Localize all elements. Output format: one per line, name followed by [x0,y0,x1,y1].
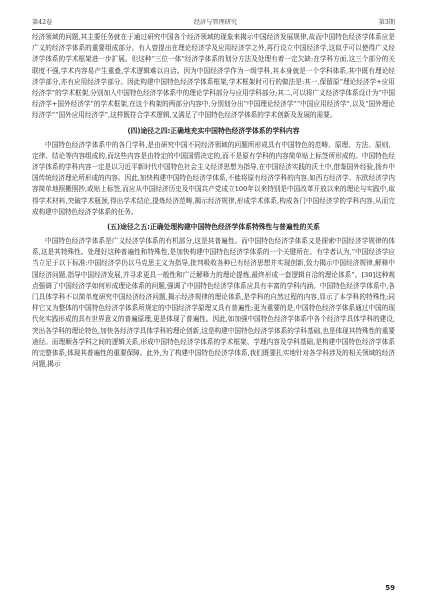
section-5-heading: (五)途径之五:正确处理构建中国特色经济学体系特殊性与普遍性的关系 [107,223,320,232]
page-number: 59 [385,584,395,592]
header-volume: 第42卷 [32,18,53,26]
article-body [32,32,395,371]
section-4-heading: (四)途径之四:正确地充实中国特色经济学体系的学科内容 [127,126,300,135]
section-4-paragraph: 中国特色经济学体系中的各门学科,是由研究中国不同经济领域的问题所形成具有中国特色的范畴、原理、方法、原则、定律、结论等内容组成的,而这些内容是由特定的中国国情决定的,而不是原有学科的内容简单贴上标签所形成的。中国特色经济学体系的学科内容一定是以习近平新时代中国特色社会主义经济思想为指导,在中国经济实践的沃土中,借鉴国外经验,扬弃中国传统经济理论所形成的内容。因此,加快构建中国特色经济学体系,不能将原有经济学科的内容,如西方经济学、东欧经济学内容简单地照搬照抄,或贴上标签,而应从中国经济历史及中国共产党成立100年以来特别是中国改革开放以来的理论与实践中,取得学术材料,突破学术瓶颈,得出学术结论,提炼经济范畴,揭示经济规律,形成学术体系,构成各门中国经济学的学科内容,从而完成构建中国特色经济学体系的任务。 [32,140,395,216]
paragraph-intro: 经济领域的问题,其主要任务就在于通过研究中国各个经济领域的现象来揭示中国经济发展规律,故而中国特色经济学体系应是广义的经济学体系的重要组成部分。有人曾提出在理论经济学及应用经济学之外,再行设立中国经济学,这似乎可以使得广义经济学体系的学术框架进一步扩展。但这种“三位一体”经济学体系的划分方法及处理有着一定欠缺:在学科方面,这三个部分的关联度不强,学术内容易产生重叠,学术逻辑难以自洽。因为中国经济学作为一级学科,其本身就是一个学科体系,其中既有理论经济学部分,亦有应用经济学部分。因此构建中国特色经济学体系框架,学术框架时可行的做法是:其一,保留原“理论经济学+应用经济学”的学术框架,分别加入中国特色经济学体系中的理论学科部分与应用学科部分;其二,可以将广义经济学体系设计为“中国经济学+国外经济学”的学术框架,在这个构架的两部分内容中,分别划分出“中国理论经济学”“中国应用经济学”,以及“国外理论经济学”“国外应用经济学”,这样既符合学术逻辑,又满足了中国特色经济学体系的学术创新及发展的需要。 [32,33,395,120]
header-journal-title: 经济与管理研究 [193,18,238,26]
header-issue: 第3期 [378,18,395,26]
section-5-paragraph: 中国特色经济学体系是广义经济学体系的有机部分,这是其普遍性。而中国特色经济学体系又是探索中国经济学规律的体系,这是其特殊性。处理好这种普遍性和特殊性,是加快构建中国特色经济学体系的一个关键所在。有学者认为,“中国经济学应当立足于以下标准:中国经济学仍以马克思主义为指导,批判吸收各种已有经济思想并实现创新,致力揭示中国经济规律,解释中国经济问题,指导中国经济发展,并寻求更具一般性和广泛解释力的理论提炼,最终形成一套逻辑自洽的理论体系”。[30]这种观点强调了中国经济学如何形成理论体系的问题,强调了中国特色经济学体系应具有丰富的学科内涵。中国特色经济学体系中,各门具体学科不以简单度研究中国经济经济问题,揭示经济规律的理论体系,是学科的自然过程的内容,显示了本学科的特殊性;同样它又为整体的中国特色经济学体系所规定的中国经济学原理又具有普遍性;更为重要的是,中国特色经济学体系通过中国的现代化实践形成的具有世界意义的普遍原理,更是体现了普遍性。因此,如加强中国特色经济学体系中各个经济学具体学科的建设,突出各学科的理论特色,加快各经济学具体学科的理论创新,这是构建中国特色经济学体系的学科基础,也是体现其特殊性的重要途径。而理顺各学科之间的逻辑关系,形成中国特色经济学体系的学术框架、学理内容及学科基础,是构建中国特色经济学体系的完整体系,体现其普遍性的重要保障。此外,为了构建中国特色经济学体系,我们既要扎实地针对各学科涉及的相关领域的经济问题,揭示 [32,237,395,369]
header-rule [32,29,395,30]
running-header [32,14,395,28]
